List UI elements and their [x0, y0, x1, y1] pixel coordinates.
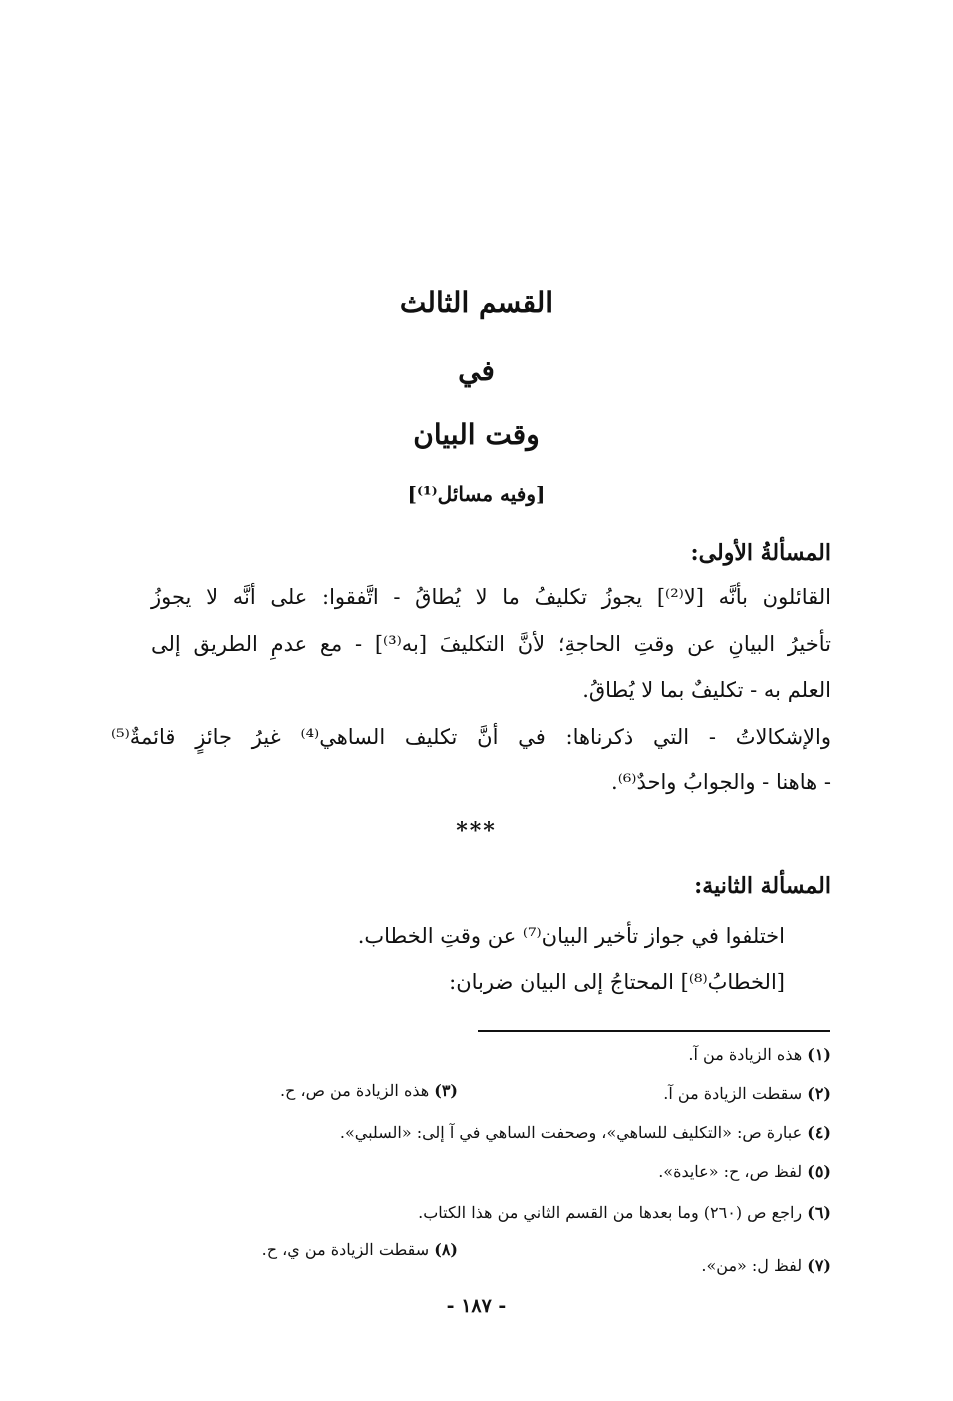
question-1-line-4: والإشكالاتُ - التي ذكرناها: في أنَّ تكليف الساهي⁽⁴⁾ غيرُ جائزٍ قائمةٌ⁽⁵⁾ — [111, 725, 831, 749]
footnote-text: سقطت الزيادة من ي، ح. — [261, 1240, 430, 1259]
footnote-7 — [701, 1256, 831, 1275]
question-1-line-5: - هاهنا - والجوابُ واحدٌ⁽⁶⁾. — [611, 770, 831, 794]
footnote-divider — [478, 1030, 830, 1032]
question-1-heading: المسألةُ الأولى: — [690, 540, 831, 566]
footnote-text: هذه الزيادة من آ. — [688, 1045, 803, 1064]
footnote-number: (٨) — [434, 1240, 458, 1259]
footnote-text: راجع ص (٢٦٠) وما بعدها من القسم الثاني من هذا الكتاب. — [418, 1203, 803, 1222]
footnote-3 — [280, 1081, 458, 1100]
footnote-text: لفظ ل: «من». — [701, 1256, 803, 1275]
question-2-heading: المسألة الثانية: — [694, 873, 831, 899]
question-2-line-2: [الخطابُ⁽⁸⁾] المحتاجُ إلى البيان ضربان: — [449, 970, 785, 994]
footnote-number: (٢) — [807, 1084, 831, 1103]
footnote-text: هذه الزيادة من ص، ح. — [279, 1081, 430, 1100]
section-separator: *** — [456, 818, 497, 844]
footnote-number: (٦) — [807, 1203, 831, 1222]
footnote-text: سقطت الزيادة من آ. — [663, 1084, 803, 1103]
section-title: القسم الثالث — [399, 286, 554, 319]
page-number: - ١٨٧ - — [446, 1295, 507, 1317]
footnote-5 — [658, 1162, 831, 1181]
footnote-6 — [418, 1203, 831, 1222]
footnote-number: (٥) — [807, 1162, 831, 1181]
question-1-line-1: القائلون بأنَّه [لا⁽²⁾] يجوزُ تكليفُ ما لا يُطاقُ - اتَّفقوا: على أنَّه لا يجوزُ — [151, 585, 831, 609]
footnote-2 — [663, 1084, 831, 1103]
footnote-number: (١) — [807, 1045, 831, 1064]
section-note: [وفيه مسائل⁽¹⁾] — [407, 482, 546, 506]
section-prep: في — [458, 354, 495, 387]
question-1-line-2: تأخيرُ البيانِ عن وقتِ الحاجةِ؛ لأنَّ التكليفَ [به⁽³⁾] - مع عدمِ الطريق إلى — [151, 632, 831, 656]
footnote-text: لفظ ص، ح: «عايدة». — [658, 1162, 803, 1181]
footnote-text: عبارة ص: «التكليف للساهي»، وصحفت الساهي في آ إلى: «السلبي». — [339, 1123, 803, 1142]
footnote-4 — [340, 1123, 831, 1142]
question-1-line-3: العلم به - تكليفٌ بما لا يُطاقُ. — [582, 678, 831, 702]
footnote-number: (٤) — [807, 1123, 831, 1142]
footnote-8 — [262, 1240, 458, 1259]
footnote-number: (٧) — [807, 1256, 831, 1275]
footnote-number: (٣) — [434, 1081, 458, 1100]
footnote-1 — [688, 1045, 831, 1064]
section-subject: وقت البيان — [413, 418, 540, 451]
question-2-line-1: اختلفوا في جواز تأخير البيان⁽⁷⁾ عن وقتِ الخطاب. — [357, 924, 785, 948]
